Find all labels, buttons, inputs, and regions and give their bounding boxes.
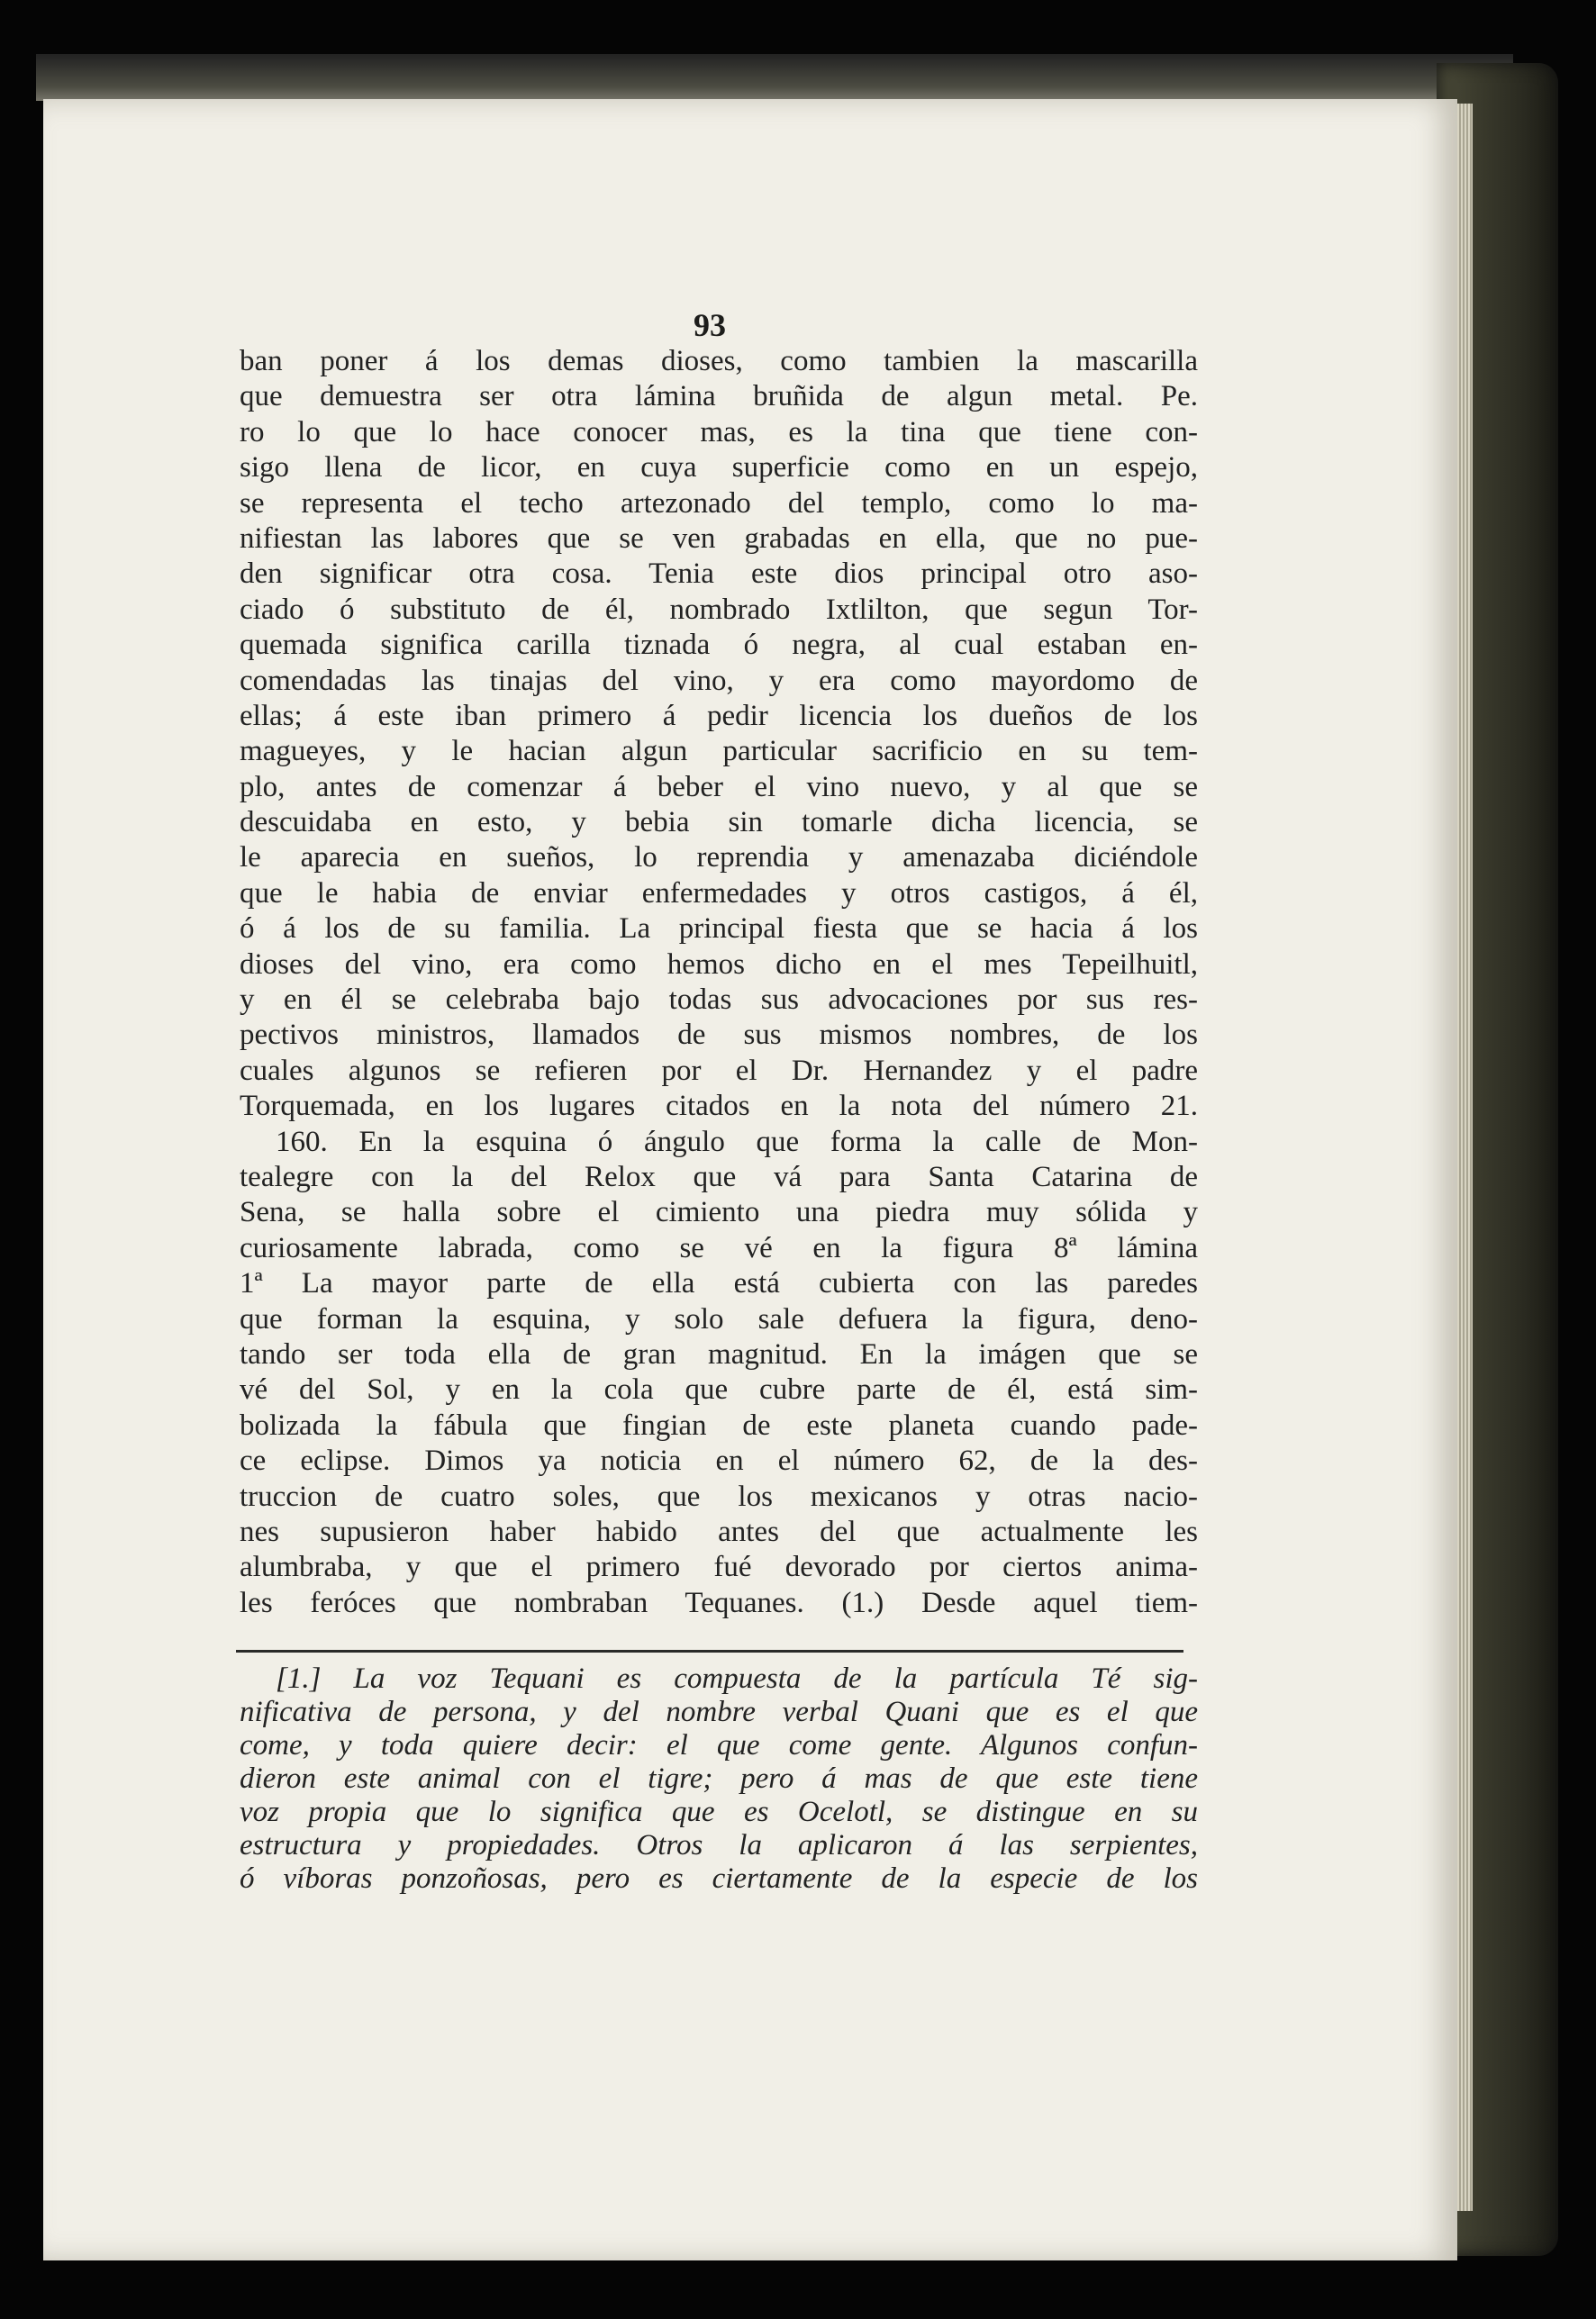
body-line: nifiestan las labores que se ven grabadas en ella, que no pue- [240, 521, 1198, 555]
footnote-line: nificativa de persona, y del nombre verbal Quani que es el que [240, 1696, 1198, 1728]
footnote-line: come, y toda quiere decir: el que come gente. Algunos confun- [240, 1729, 1198, 1762]
body-line: alumbraba, y que el primero fué devorado por ciertos anima- [240, 1551, 1198, 1584]
body-line: ellas; á este iban primero á pedir licencia los dueños de los [240, 699, 1198, 732]
page-number: 93 [694, 307, 726, 343]
body-line: ce eclipse. Dimos ya noticia en el número 62, de la des- [240, 1445, 1198, 1478]
body-text [240, 344, 1198, 1621]
footnote-line: [1.] La voz Tequani es compuesta de la partícula Té sig- [276, 1662, 1198, 1695]
body-line: truccion de cuatro soles, que los mexicanos y otras nacio- [240, 1480, 1198, 1513]
body-line: les feróces que nombraban Tequanes. (1.) Desde aquel tiem- [240, 1586, 1198, 1619]
footnote-line: ó víboras ponzoñosas, pero es ciertamente de la especie de los [240, 1862, 1198, 1895]
body-line: quemada significa carilla tiznada ó negra, al cual estaban en- [240, 629, 1198, 662]
footnote-line: dieron este animal con el tigre; pero á mas de que este tiene [240, 1762, 1198, 1795]
body-line: pectivos ministros, llamados de sus mismos nombres, de los [240, 1019, 1198, 1052]
body-line: Sena, se halla sobre el cimiento una piedra muy sólida y [240, 1196, 1198, 1229]
body-line: ban poner á los demas dioses, como tambien la mascarilla [240, 345, 1198, 377]
body-line: tealegre con la del Relox que vá para Santa Catarina de [240, 1160, 1198, 1193]
body-line: que forman la esquina, y solo sale defuera la figura, deno- [240, 1302, 1198, 1336]
body-line: comendadas las tinajas del vino, y era como mayordomo de [240, 664, 1198, 697]
body-line: descuidaba en esto, y bebia sin tomarle dicha licencia, se [240, 806, 1198, 839]
body-line: tando ser toda ella de gran magnitud. En la imágen que se [240, 1337, 1198, 1371]
body-line: que le habia de enviar enfermedades y otros castigos, á él, [240, 876, 1198, 910]
body-line: sigo llena de licor, en cuya superficie como en un espejo, [240, 451, 1198, 485]
body-line: dioses del vino, era como hemos dicho en el mes Tepeilhuitl, [240, 947, 1198, 981]
footnote [240, 1662, 1198, 1896]
body-line: curiosamente labrada, como se vé en la figura 8ª lámina [240, 1231, 1198, 1264]
body-line: ro lo que lo hace conocer mas, es la tina que tiene con- [240, 415, 1198, 448]
top-edge-shadow [36, 54, 1513, 101]
body-line: vé del Sol, y en la cola que cubre parte de él, está sim- [240, 1373, 1198, 1407]
body-line: plo, antes de comenzar á beber el vino nuevo, y al que se [240, 770, 1198, 803]
body-line: den significar otra cosa. Tenia este dios principal otro aso- [240, 557, 1198, 591]
body-line: le aparecia en sueños, lo reprendia y amenazaba diciéndole [240, 841, 1198, 874]
body-line: ó á los de su familia. La principal fiesta que se hacia á los [240, 912, 1198, 946]
footnote-divider [236, 1650, 1183, 1653]
body-line: 1ª La mayor parte de ella está cubierta con las paredes [240, 1267, 1198, 1300]
body-line: y en él se celebraba bajo todas sus advocaciones por sus res- [240, 983, 1198, 1017]
body-line: que demuestra ser otra lámina bruñida de algun metal. Pe. [240, 380, 1198, 413]
footnote-line: estructura y propiedades. Otros la aplicaron á las serpientes, [240, 1829, 1198, 1862]
body-line: ciado ó substituto de él, nombrado Ixtlilton, que segun Tor- [240, 593, 1198, 626]
body-line: magueyes, y le hacian algun particular sacrificio en su tem- [240, 735, 1198, 768]
body-line: cuales algunos se refieren por el Dr. Hernandez y el padre [240, 1054, 1198, 1087]
body-line: bolizada la fábula que fingian de este planeta cuando pade- [240, 1409, 1198, 1442]
body-line: se representa el techo artezonado del templo, como lo ma- [240, 486, 1198, 520]
body-line: 160. En la esquina ó ángulo que forma la calle de Mon- [276, 1125, 1198, 1158]
body-line: Torquemada, en los lugares citados en la nota del número 21. [240, 1090, 1198, 1123]
footnote-line: voz propia que lo significa que es Ocelotl, se distingue en su [240, 1796, 1198, 1828]
body-line: nes supusieron haber habido antes del que actualmente les [240, 1515, 1198, 1548]
